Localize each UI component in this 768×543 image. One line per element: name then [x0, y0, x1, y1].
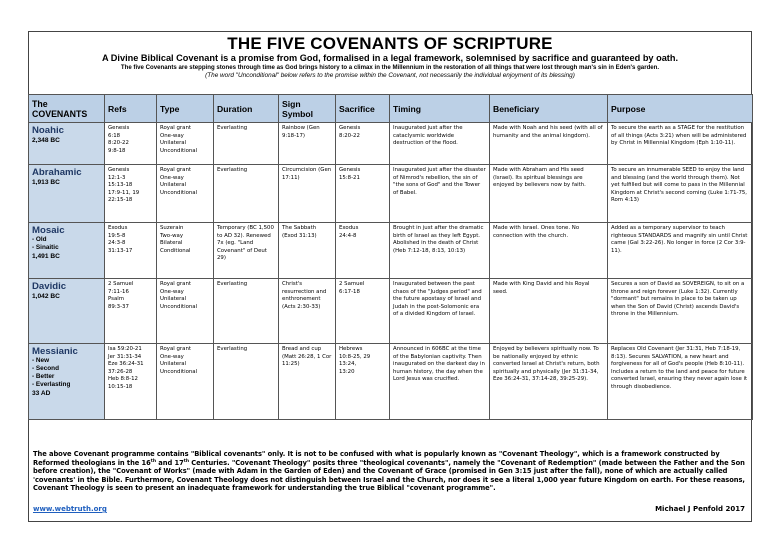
sacrifice-cell-line: 13:20 [339, 368, 355, 375]
page-title: THE FIVE COVENANTS OF SCRIPTURE [227, 34, 553, 53]
header-beneficiary: Beneficiary [490, 95, 608, 123]
refs-cell-line: 17:9-11, 19 [108, 189, 140, 196]
type-cell-line: Two-way [160, 232, 184, 239]
footer-text-part2: and 17 [156, 458, 184, 467]
type-cell [157, 279, 214, 344]
type-cell [157, 123, 214, 165]
purpose-cell: Added as a temporary supervisor to teach righteous STANDARDS and magnify sin until Christ came (Gal 3:22-26). No longer in force (2 Cor 3:9-11). [608, 223, 753, 279]
timing-cell: Announced in 606BC at the time of the Babylonian captivity. Then inaugurated on the darkest day in human history, the day when the Lord Jesus was crucified. [390, 344, 490, 420]
covenant-date: 33 AD [32, 390, 51, 397]
type-cell-line: Unconditional [160, 368, 198, 375]
sacrifice-cell [336, 223, 390, 279]
type-cell-line: One-way [160, 288, 184, 295]
sign-cell: Circumcision (Gen 17:11) [279, 165, 336, 223]
header-refs: Refs [105, 95, 157, 123]
sacrifice-cell-line: 8:20-22 [339, 132, 360, 139]
duration-cell: Everlasting [214, 344, 279, 420]
refs-cell-line: Heb 8:8-12 [108, 376, 138, 383]
refs-cell-line: Eze 36:24-31 [108, 361, 144, 368]
type-cell-line: Unconditional [160, 147, 198, 154]
sign-cell: The Sabbath (Exod 31:13) [279, 223, 336, 279]
type-cell-line: Unconditional [160, 189, 198, 196]
refs-cell-line: Jer 31:31-34 [108, 353, 142, 360]
page-subtitle: A Divine Biblical Covenant is a promise from God, formalised in a legal framework, solemnised by sacrifice and guaranteed by oath. [101, 53, 679, 63]
covenant-alt-name: - Better [32, 373, 55, 380]
covenant-name: Abrahamic [32, 167, 82, 178]
type-cell [157, 165, 214, 223]
covenant-date: 1,491 BC [32, 253, 60, 260]
covenant-date: 1,913 BC [32, 179, 60, 186]
type-cell-line: Unilateral [160, 182, 187, 189]
sacrifice-cell-line: 10:8-25, 29 [339, 353, 371, 360]
covenant-name: Noahic [32, 125, 64, 136]
table-body [29, 123, 753, 420]
refs-cell-line: 19:5-8 [108, 232, 126, 239]
covenant-alt-name: - New [32, 357, 50, 364]
covenant-date: 1,042 BC [32, 293, 60, 300]
covenant-alt-name: - Everlasting [32, 381, 71, 388]
type-cell-line: Bilateral [160, 240, 183, 247]
author-credit: Michael J Penfold 2017 [655, 505, 745, 513]
sacrifice-cell [336, 279, 390, 344]
covenant-name-cell [29, 279, 105, 344]
covenants-table [28, 94, 753, 420]
refs-cell-line: 9:8-18 [108, 147, 126, 154]
type-cell-line: Royal grant [160, 281, 191, 287]
purpose-cell: To secure the earth as a STAGE for the restitution of all things (Acts 3:21) when will be administered by Christ in Millennial Kingdom (Eph 1:10-11). [608, 123, 753, 165]
refs-cell-line: 8:20-22 [108, 140, 129, 147]
covenant-name-cell [29, 344, 105, 420]
duration-cell: Everlasting [214, 279, 279, 344]
type-cell-line: One-way [160, 174, 184, 181]
timing-cell: Inaugurated just after the cataclysmic worldwide destruction of the flood. [390, 123, 490, 165]
header-duration: Duration [214, 95, 279, 123]
website-link[interactable]: www.webtruth.org [33, 505, 107, 513]
sacrifice-cell [336, 344, 390, 420]
covenant-name: Messianic [32, 346, 78, 357]
covenant-name-cell [29, 165, 105, 223]
purpose-cell: To secure an innumerable SEED to enjoy the land and blessing (and the world through them). Not yet fulfilled but will come to pass in the Millennial Kingdom at Christ's second coming (Luke 1:71-75, Rom 4:13) [608, 165, 753, 223]
type-cell-line: Royal grant [160, 125, 191, 131]
beneficiary-cell: Made with Noah and his seed (with all of humanity and the animal kingdom). [490, 123, 608, 165]
type-cell-line: Royal grant [160, 346, 191, 352]
type-cell-line: Suzerain [160, 225, 184, 231]
refs-cell [105, 165, 157, 223]
duration-cell: Temporary (BC 1,500 to AD 32). Renewed 7x (eg. "Land Covenant" of Deut 29) [214, 223, 279, 279]
table-row [29, 223, 753, 279]
sign-cell: Christ's resurrection and enthronement (Acts 2:30-33) [279, 279, 336, 344]
type-cell-line: Unconditional [160, 303, 198, 310]
covenant-name: Mosaic [32, 225, 65, 236]
header-covenants-line2: COVENANTS [32, 108, 88, 119]
timing-cell: Brought in just after the dramatic birth of Israel as they left Egypt. Abolished in the death of Christ (Heb 7:12-18, 8:13, 10:13) [390, 223, 490, 279]
sacrifice-cell-line: 13:24, [339, 361, 357, 368]
table-row [29, 165, 753, 223]
footer-text [33, 450, 747, 493]
refs-cell-line: 15:13-18 [108, 182, 133, 189]
sacrifice-cell [336, 165, 390, 223]
sacrifice-cell-line: Genesis [339, 167, 361, 173]
beneficiary-cell: Made with Israel. Ones tone. No connection with the church. [490, 223, 608, 279]
type-cell-line: One-way [160, 132, 184, 139]
refs-cell-line: 10:15-18 [108, 383, 133, 390]
header-covenants [29, 95, 105, 123]
sign-cell: Rainbow (Gen 9:18-17) [279, 123, 336, 165]
covenant-alt-name: - Sinaitic [32, 244, 59, 251]
refs-cell-line: 2 Samuel [108, 281, 134, 287]
type-cell [157, 344, 214, 420]
refs-cell-line: 24:3-8 [108, 240, 126, 247]
table-header-row [29, 95, 753, 123]
sacrifice-cell [336, 123, 390, 165]
refs-cell-line: Genesis [108, 167, 130, 173]
refs-cell-line: 12:1-3 [108, 174, 126, 181]
refs-cell [105, 123, 157, 165]
document-page [28, 31, 752, 522]
type-cell-line: Royal grant [160, 167, 191, 173]
purpose-cell: Replaces Old Covenant (Jer 31:31, Heb 7:18-19, 8:13). Secures SALVATION, a new heart and forgiveness for all of God's people (Heb 8:10-11). Includes a return to the land and peace for future converted Israel, ensuring they never again lose it through disobedience. [608, 344, 753, 420]
timing-cell: Inaugurated between the past chaos of the "Judges period" and the future apostasy of Israel and Judah in the post-Solomonic era of a divided Kingdom of Israel. [390, 279, 490, 344]
beneficiary-cell: Enjoyed by believers spiritually now. To be nationally enjoyed by ethnic converted Israel at Christ's return, both spiritually and physically (Jer 31:31-34, Eze 36:24-31, 37:14-28, 39:25-29). [490, 344, 608, 420]
footer-sup-2: th [183, 458, 189, 464]
page-description: The five Covenants are stepping stones through time as God brings history to a climax in the Millennium in the restoration of all things that were lost through man's sin in Eden's garden. [120, 64, 660, 71]
footer-text-part1: The above Covenant programme contains "Biblical covenants" only. It is not to be confused with what is popularly known as "Covenant Theology", which is a framework constructed by Reformed theologians in the 16 [33, 450, 720, 467]
covenant-name: Davidic [32, 281, 67, 292]
refs-cell [105, 279, 157, 344]
type-cell [157, 223, 214, 279]
refs-cell-line: Exodus [108, 225, 128, 231]
type-cell-line: One-way [160, 353, 184, 360]
refs-cell-line: Isa 59:20-21 [108, 346, 142, 352]
header-type: Type [157, 95, 214, 123]
refs-cell-line: 89:3-37 [108, 303, 129, 310]
type-cell-line: Unilateral [160, 361, 187, 368]
footer-sup-1: th [150, 458, 157, 464]
type-cell-line: Conditional [160, 247, 191, 254]
beneficiary-cell: Made with King David and his Royal seed. [490, 279, 608, 344]
refs-cell-line: Psalm [108, 296, 125, 303]
covenant-date: 2,348 BC [32, 137, 60, 144]
covenant-alt-name: - Old [32, 236, 47, 243]
sign-cell: Bread and cup (Matt 26:28, 1 Cor 11:25) [279, 344, 336, 420]
sacrifice-cell-line: Hebrews [339, 346, 363, 352]
page-note: (The word "Unconditional" below refers to the promise within the Covenant, not necessarily the individual enjoyment of its blessing) [205, 72, 575, 79]
beneficiary-cell: Made with Abraham and His seed (Israel). Its spiritual blessings are enjoyed by believers now by faith. [490, 165, 608, 223]
footer-text-part3: Centuries. "Covenant Theology" posits three "theological covenants", namely the "Covenant of Redemption" (made between the Father and the Son before creation), the "Covenant of Works" (made with Adam in the Garden of Eden) and the Covenant of Grace (promised in Gen 3:15 just after the fall), none of which are actually called 'covenants' in the Bible. Furthermore, Covenant Theology does not distinguish between Israel and the Church, nor does it see a literal 1,000 year future Kingdom on earth. For these reasons, Covenant Theology is seen to present an inadequate framework for understanding the true Biblical "covenant programme". [33, 458, 745, 493]
refs-cell-line: 6:18 [108, 132, 121, 139]
purpose-cell: Secures a son of David as SOVEREIGN, to sit on a throne and reign forever (Luke 1:32). Currently "dormant" but remains in place to be taken up when the Son of David (Christ) ascends David's throne in the Millennium. [608, 279, 753, 344]
sacrifice-cell-line: Genesis [339, 125, 361, 131]
table-row [29, 279, 753, 344]
duration-cell: Everlasting [214, 123, 279, 165]
covenant-name-cell [29, 223, 105, 279]
sacrifice-cell-line: 6:17-18 [339, 288, 360, 295]
refs-cell-line: Genesis [108, 125, 130, 131]
refs-cell [105, 344, 157, 420]
table-row [29, 123, 753, 165]
refs-cell-line: 22:15-18 [108, 197, 133, 204]
type-cell-line: Unilateral [160, 296, 187, 303]
type-cell-line: Unilateral [160, 140, 187, 147]
header-covenants-line1: The [32, 98, 48, 109]
sacrifice-cell-line: Exodus [339, 225, 359, 231]
covenant-name-cell [29, 123, 105, 165]
covenant-alt-name: - Second [32, 365, 59, 372]
refs-cell [105, 223, 157, 279]
header-sacrifice: Sacrifice [336, 95, 390, 123]
header-purpose: Purpose [608, 95, 753, 123]
sacrifice-cell-line: 24:4-8 [339, 232, 357, 239]
sacrifice-cell-line: 2 Samuel [339, 281, 365, 287]
header-sign-symbol: Sign Symbol [279, 95, 336, 123]
duration-cell: Everlasting [214, 165, 279, 223]
header-timing: Timing [390, 95, 490, 123]
refs-cell-line: 7:11-16 [108, 288, 129, 295]
refs-cell-line: 37:26-28 [108, 368, 133, 375]
timing-cell: Inaugurated just after the disaster of Nimrod's rebellion, the sin of "the sons of God" and the Tower of Babel. [390, 165, 490, 223]
refs-cell-line: 31:13-17 [108, 247, 133, 254]
table-row [29, 344, 753, 420]
sacrifice-cell-line: 15:8-21 [339, 174, 360, 181]
